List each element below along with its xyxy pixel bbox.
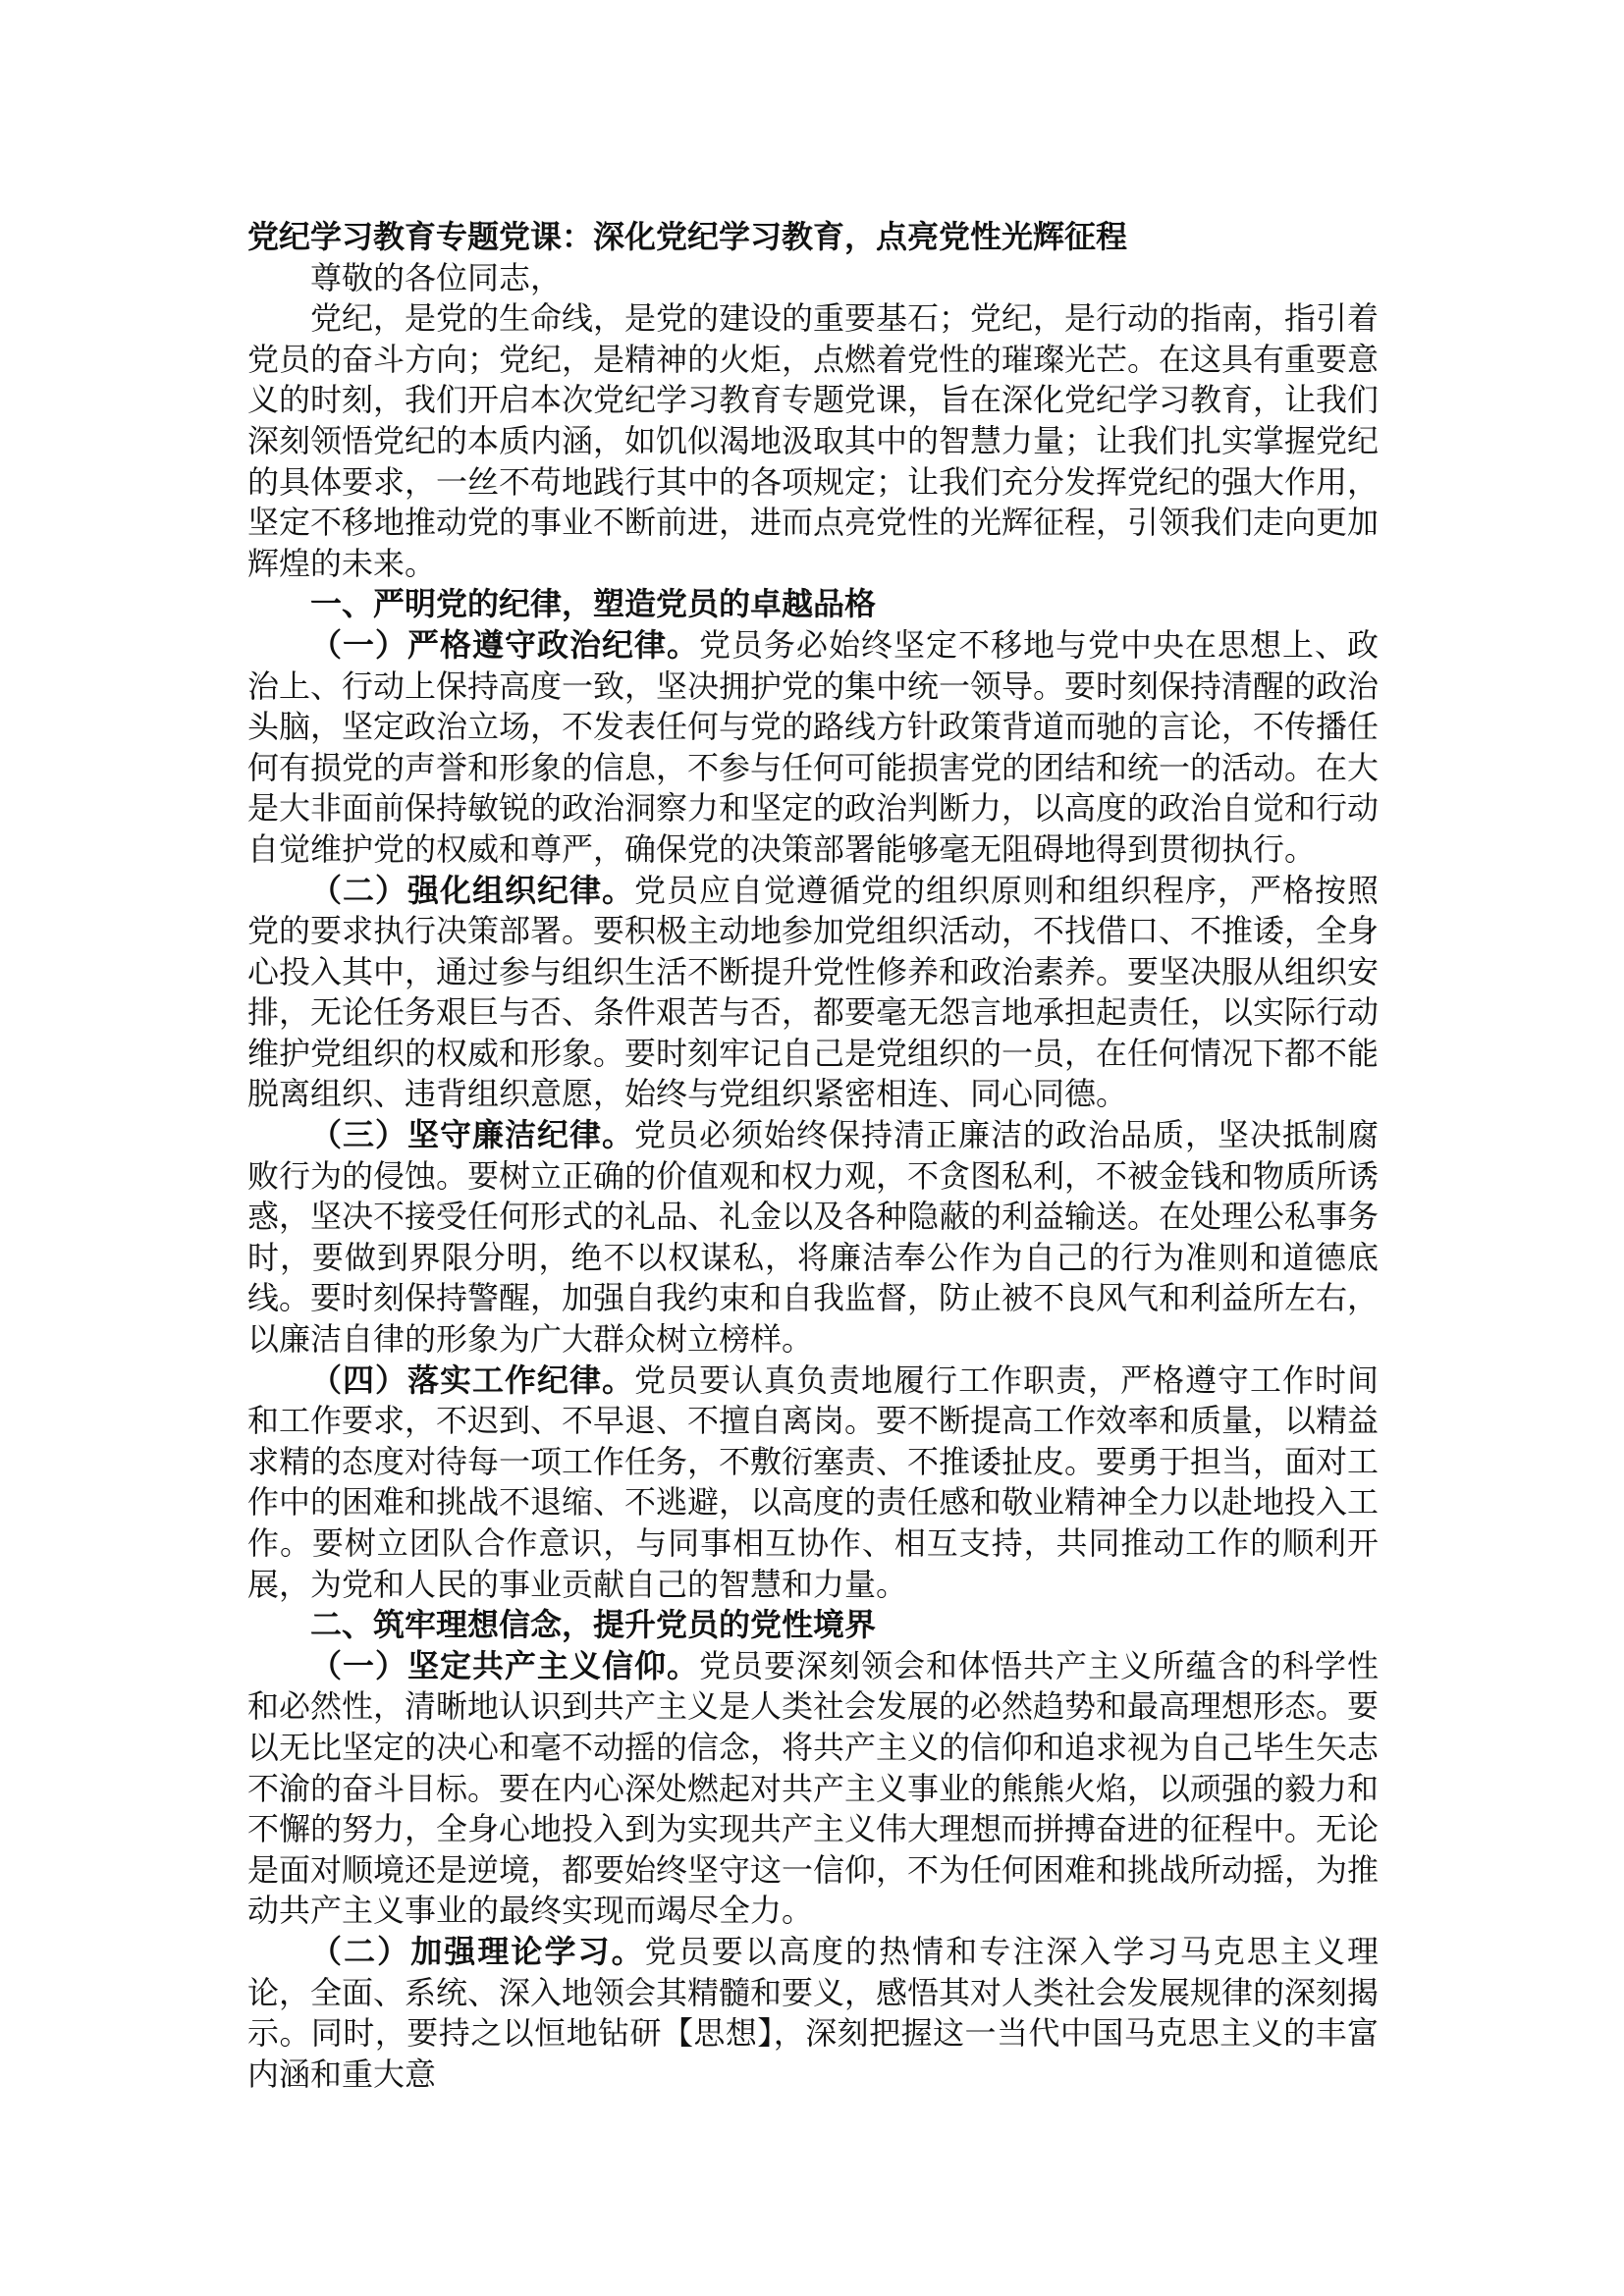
paragraph	[247, 1361, 1379, 1606]
paragraph	[247, 1932, 1379, 2095]
paragraph-lead: （四）落实工作纪律。	[310, 1361, 634, 1399]
paragraph-text: 党员务必始终坚定不移地与党中央在思想上、政治上、行动上保持高度一致，坚决拥护党的集中统一领导。要时刻保持清醒的政治头脑，坚定政治立场，不发表任何与党的路线方针政策背道而驰的言论，不传播任何有损党的声誉和形象的信息，不参与任何可能损害党的团结和统一的活动。在大是大非面前保持敏锐的政治洞察力和坚定的政治判断力，以高度的政治自觉和行动自觉维护党的权威和尊严，确保党的决策部署能够毫无阻碍地得到贯彻执行。	[247, 625, 1380, 868]
paragraph	[247, 1115, 1379, 1361]
paragraph-text: 党员要认真负责地履行工作职责，严格遵守工作时间和工作要求，不迟到、不早退、不擅自离岗。要不断提高工作效率和质量，以精益求精的态度对待每一项工作任务，不敷衍塞责、不推诿扯皮。要勇于担当，面对工作中的困难和挑战不退缩、不逃避，以高度的责任感和敬业精神全力以赴地投入工作。要树立团队合作意识，与同事相互协作、相互支持，共同推动工作的顺利开展，为党和人民的事业贡献自己的智慧和力量。	[247, 1361, 1380, 1603]
greeting: 尊敬的各位同志，	[310, 258, 563, 296]
section-heading-2: 二、筑牢理想信念，提升党员的党性境界	[310, 1606, 877, 1644]
paragraph-lead: （二）强化组织纪律。	[310, 871, 634, 909]
paragraph-text: 党员应自觉遵循党的组织原则和组织程序，严格按照党的要求执行决策部署。要积极主动地参加党组织活动，不找借口、不推诿，全身心投入其中，通过参与组织生活不断提升党性修养和政治素养。要坚决服从组织安排，无论任务艰巨与否、条件艰苦与否，都要毫无怨言地承担起责任，以实际行动维护党组织的权威和形象。要时刻牢记自己是党组织的一员，在任何情况下都不能脱离组织、违背组织意愿，始终与党组织紧密相连、同心同德。	[247, 871, 1380, 1113]
paragraph-lead: （一）严格遵守政治纪律。	[310, 625, 699, 664]
document-page	[247, 217, 1379, 2095]
paragraph	[247, 871, 1379, 1116]
paragraph-text: 党员要深刻领会和体悟共产主义所蕴含的科学性和必然性，清晰地认识到共产主义是人类社会发展的必然趋势和最高理想形态。要以无比坚定的决心和毫不动摇的信念，将共产主义的信仰和追求视为自己毕生矢志不渝的奋斗目标。要在内心深处燃起对共产主义事业的熊熊火焰，以顽强的毅力和不懈的努力，全身心地投入到为实现共产主义伟大理想而拼搏奋进的征程中。无论是面对顺境还是逆境，都要始终坚守这一信仰，不为任何困难和挑战所动摇，为推动共产主义事业的最终实现而竭尽全力。	[247, 1646, 1380, 1930]
paragraph	[247, 625, 1379, 871]
section-heading-1: 一、严明党的纪律，塑造党员的卓越品格	[310, 585, 877, 623]
paragraph-lead: （三）坚守廉洁纪律。	[310, 1116, 634, 1154]
paragraph-text: 党员必须始终保持清正廉洁的政治品质，坚决抵制腐败行为的侵蚀。要树立正确的价值观和权力观，不贪图私利，不被金钱和物质所诱惑，坚决不接受任何形式的礼品、礼金以及各种隐蔽的利益输送。在处理公私事务时，要做到界限分明，绝不以权谋私，将廉洁奉公作为自己的行为准则和道德底线。要时刻保持警醒，加强自我约束和自我监督，防止被不良风气和利益所左右，以廉洁自律的形象为广大群众树立榜样。	[247, 1116, 1380, 1359]
intro-paragraph: 党纪，是党的生命线，是党的建设的重要基石；党纪，是行动的指南，指引着党员的奋斗方向；党纪，是精神的火炬，点燃着党性的璀璨光芒。在这具有重要意义的时刻，我们开启本次党纪学习教育专题党课，旨在深化党纪学习教育，让我们深刻领悟党纪的本质内涵，如饥似渴地汲取其中的智慧力量；让我们扎实掌握党纪的具体要求，一丝不苟地践行其中的各项规定；让我们充分发挥党纪的强大作用，坚定不移地推动党的事业不断前进，进而点亮党性的光辉征程，引领我们走向更加辉煌的未来。	[247, 299, 1380, 582]
paragraph-lead: （二）加强理论学习。	[310, 1932, 645, 1970]
document-title: 党纪学习教育专题党课：深化党纪学习教育，点亮党性光辉征程	[247, 218, 1128, 255]
paragraph-lead: （一）坚定共产主义信仰。	[310, 1646, 699, 1684]
paragraph-text: 党员要以高度的热情和专注深入学习马克思主义理论，全面、系统、深入地领会其精髓和要义，感悟其对人类社会发展规律的深刻揭示。同时，要持之以恒地钻研【思想】，深刻把握这一当代中国马克思主义的丰富内涵和重大意	[247, 1932, 1380, 2093]
paragraph	[247, 1646, 1379, 1932]
